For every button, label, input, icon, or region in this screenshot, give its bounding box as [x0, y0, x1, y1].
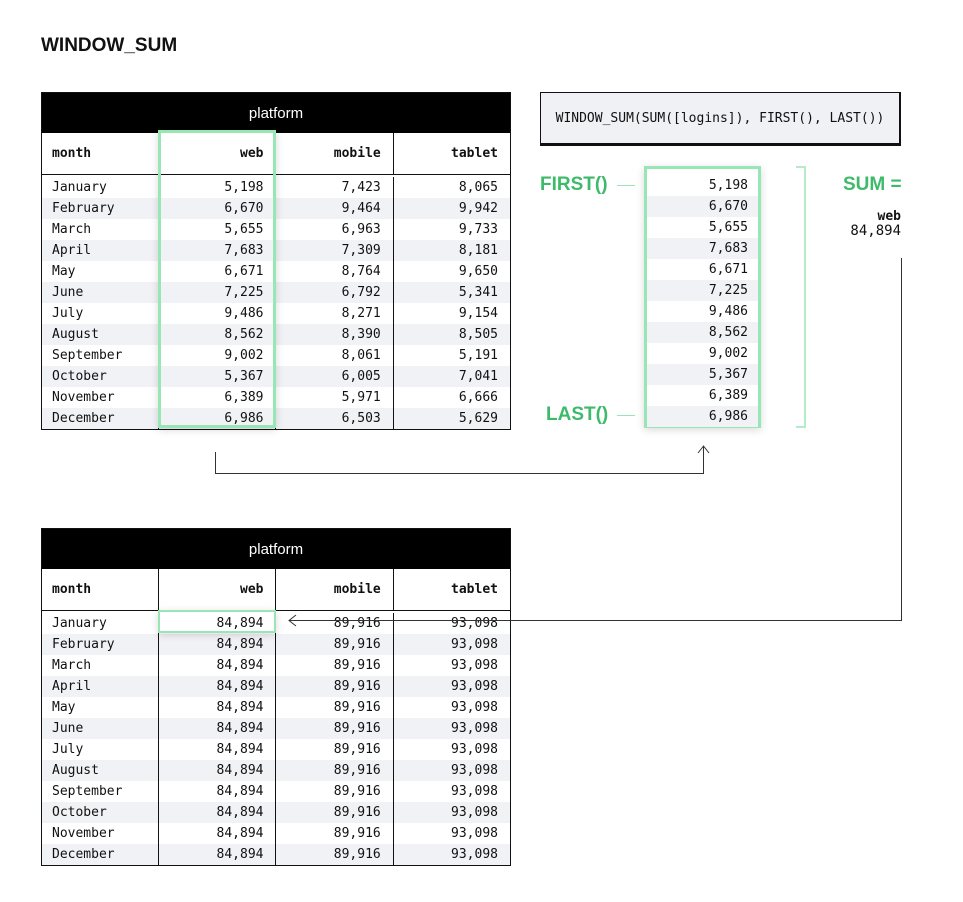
cell-mobile: 89,916 [275, 718, 392, 739]
cell-mobile: 89,916 [275, 844, 392, 865]
cell-mobile: 5,971 [275, 387, 392, 408]
cell-web: 84,894 [158, 613, 275, 634]
cell-mobile: 8,271 [275, 303, 392, 324]
cell-tablet: 8,505 [393, 324, 510, 345]
cell-web: 7,683 [158, 240, 275, 261]
window-value: 9,486 [708, 304, 748, 319]
formula-box: WINDOW_SUM(SUM([logins]), FIRST(), LAST()) [540, 92, 901, 146]
cell-mobile: 9,464 [275, 198, 392, 219]
cell-month: May [52, 264, 76, 279]
cell-month: May [52, 700, 76, 715]
window-value: 9,002 [708, 346, 748, 361]
window-value: 5,198 [708, 178, 748, 193]
column-header-web: web [158, 569, 275, 610]
cell-tablet: 93,098 [393, 844, 510, 865]
cell-mobile: 89,916 [275, 634, 392, 655]
cell-mobile: 6,005 [275, 366, 392, 387]
cell-web: 5,655 [158, 219, 275, 240]
cell-web: 84,894 [158, 676, 275, 697]
cell-tablet: 9,650 [393, 261, 510, 282]
cell-month: June [52, 285, 84, 300]
cell-mobile: 89,916 [275, 802, 392, 823]
cell-tablet: 8,181 [393, 240, 510, 261]
cell-month: August [52, 327, 99, 342]
sum-column-label: web [877, 209, 901, 224]
cell-month: July [52, 742, 84, 757]
diagram-title: WINDOW_SUM [41, 35, 178, 56]
cell-month: September [52, 348, 123, 363]
cell-web: 84,894 [158, 844, 275, 865]
cell-mobile: 6,503 [275, 408, 392, 429]
cell-web: 84,894 [158, 781, 275, 802]
cell-month: October [52, 805, 107, 820]
cell-month: July [52, 306, 84, 321]
window-value: 5,367 [647, 364, 758, 385]
cell-mobile: 89,916 [275, 781, 392, 802]
cell-web: 6,671 [158, 261, 275, 282]
cell-web: 6,670 [158, 198, 275, 219]
cell-month: February [52, 201, 115, 216]
cell-web: 84,894 [158, 802, 275, 823]
cell-mobile: 89,916 [275, 697, 392, 718]
cell-mobile: 89,916 [275, 760, 392, 781]
cell-month: January [52, 616, 107, 631]
sum-label: SUM = [843, 174, 902, 195]
cell-web: 84,894 [158, 697, 275, 718]
cell-month: January [52, 180, 107, 195]
cell-tablet: 93,098 [393, 676, 510, 697]
cell-month: April [52, 679, 92, 694]
cell-tablet: 5,629 [393, 408, 510, 429]
cell-month: February [52, 637, 115, 652]
cell-tablet: 93,098 [393, 802, 510, 823]
cell-tablet: 93,098 [393, 739, 510, 760]
cell-month: June [52, 721, 84, 736]
cell-tablet: 6,666 [393, 387, 510, 408]
cell-web: 84,894 [158, 760, 275, 781]
last-label: LAST() [546, 404, 609, 425]
cell-web: 6,389 [158, 387, 275, 408]
cell-web: 84,894 [158, 823, 275, 844]
cell-tablet: 9,942 [393, 198, 510, 219]
cell-web: 9,486 [158, 303, 275, 324]
cell-mobile: 89,916 [275, 739, 392, 760]
group-header: platform [42, 529, 510, 569]
cell-mobile: 89,916 [275, 676, 392, 697]
cell-tablet: 93,098 [393, 823, 510, 844]
cell-tablet: 5,341 [393, 282, 510, 303]
cell-month: September [52, 784, 123, 799]
cell-mobile: 89,916 [275, 613, 392, 634]
window-value: 6,670 [647, 196, 758, 217]
cell-mobile: 8,061 [275, 345, 392, 366]
cell-web: 5,198 [158, 177, 275, 198]
cell-month: October [52, 369, 107, 384]
cell-tablet: 5,191 [393, 345, 510, 366]
cell-web: 6,986 [158, 408, 275, 429]
cell-web: 84,894 [158, 634, 275, 655]
cell-mobile: 6,792 [275, 282, 392, 303]
window-value: 8,562 [647, 322, 758, 343]
window-value: 6,389 [708, 388, 748, 403]
cell-tablet: 93,098 [393, 634, 510, 655]
column-header-web: web [158, 133, 275, 174]
cell-month: November [52, 390, 115, 405]
arrow-to-window [216, 446, 704, 474]
cell-web: 5,367 [158, 366, 275, 387]
cell-mobile: 6,963 [275, 219, 392, 240]
cell-web: 7,225 [158, 282, 275, 303]
arrow-to-result [289, 258, 902, 621]
column-header-month: month [52, 146, 92, 161]
cell-web: 9,002 [158, 345, 275, 366]
cell-mobile: 8,390 [275, 324, 392, 345]
cell-month: December [52, 847, 115, 862]
cell-month: April [52, 243, 92, 258]
column-header-tablet: tablet [393, 569, 510, 610]
first-label: FIRST() [540, 174, 608, 195]
cell-month: December [52, 411, 115, 426]
cell-mobile: 89,916 [275, 823, 392, 844]
cell-mobile: 89,916 [275, 655, 392, 676]
cell-tablet: 9,154 [393, 303, 510, 324]
cell-tablet: 93,098 [393, 760, 510, 781]
group-header: platform [42, 93, 510, 133]
cell-tablet: 7,041 [393, 366, 510, 387]
cell-tablet: 93,098 [393, 781, 510, 802]
column-header-mobile: mobile [275, 133, 392, 174]
cell-mobile: 7,423 [275, 177, 392, 198]
cell-month: August [52, 763, 99, 778]
cell-mobile: 8,764 [275, 261, 392, 282]
cell-web: 84,894 [158, 655, 275, 676]
cell-tablet: 93,098 [393, 655, 510, 676]
cell-month: March [52, 658, 92, 673]
window-value: 5,655 [708, 220, 748, 235]
cell-web: 84,894 [158, 739, 275, 760]
cell-tablet: 8,065 [393, 177, 510, 198]
cell-tablet: 93,098 [393, 718, 510, 739]
window-value: 7,683 [647, 238, 758, 259]
window-value: 7,225 [647, 280, 758, 301]
column-header-month: month [52, 582, 92, 597]
window-value: 6,986 [647, 406, 758, 427]
cell-tablet: 93,098 [393, 613, 510, 634]
cell-web: 84,894 [158, 718, 275, 739]
cell-tablet: 93,098 [393, 697, 510, 718]
column-header-mobile: mobile [275, 569, 392, 610]
cell-tablet: 9,733 [393, 219, 510, 240]
cell-mobile: 7,309 [275, 240, 392, 261]
window-value: 6,671 [708, 262, 748, 277]
cell-month: March [52, 222, 92, 237]
column-header-tablet: tablet [393, 133, 510, 174]
cell-month: November [52, 826, 115, 841]
sum-value: 84,894 [850, 223, 901, 239]
cell-web: 8,562 [158, 324, 275, 345]
